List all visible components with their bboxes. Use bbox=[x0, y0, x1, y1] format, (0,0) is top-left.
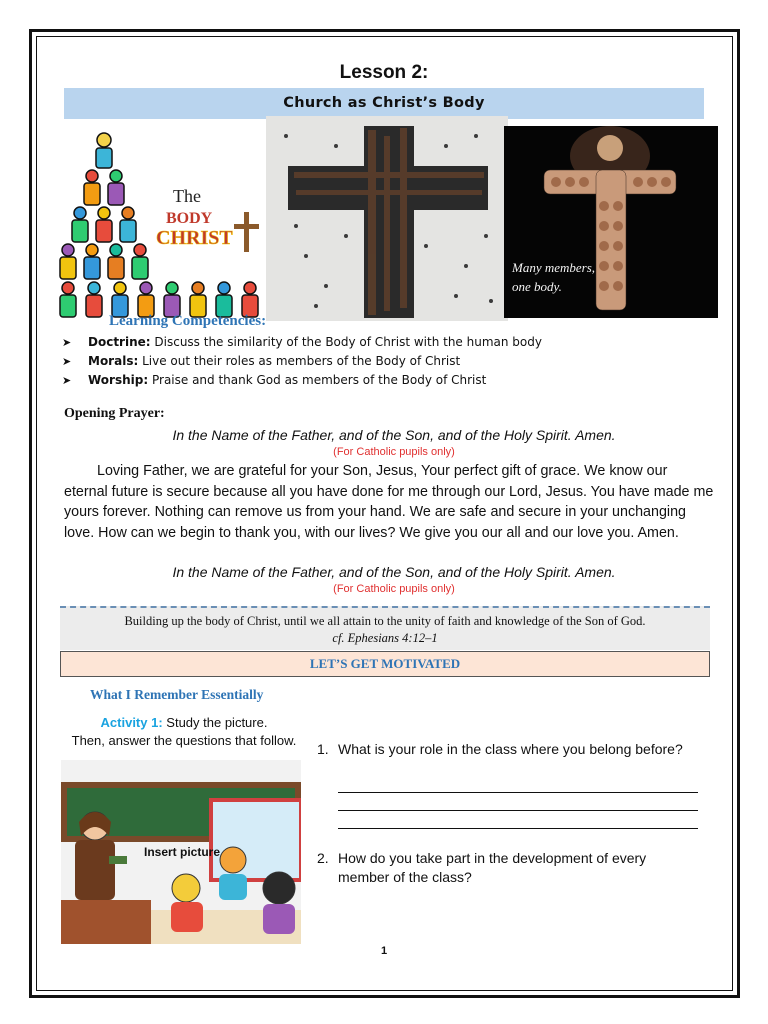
question-text: What is your role in the class where you belong before? bbox=[338, 741, 683, 757]
scripture-box bbox=[60, 606, 710, 650]
competency-list bbox=[62, 333, 542, 390]
section-banner-label: LET’S GET MOTIVATED bbox=[309, 656, 461, 671]
question-text: How do you take part in the development of every member of the class? bbox=[338, 850, 647, 885]
competency-label: Morals: bbox=[88, 354, 139, 368]
lesson-banner bbox=[64, 88, 704, 119]
caption-line-2: one body. bbox=[512, 279, 562, 294]
many-members-photo bbox=[504, 126, 718, 318]
competency-text: Praise and thank God as members of the Body of Christ bbox=[148, 373, 487, 387]
sign-of-cross-line: In the Name of the Father, and of the Son, and of the Holy Spirit. Amen. bbox=[172, 427, 616, 443]
question-number: 1. bbox=[317, 741, 329, 757]
competency-item bbox=[62, 333, 542, 352]
activity-instruction-a: Study the picture. bbox=[162, 715, 268, 730]
competency-label: Worship: bbox=[88, 373, 149, 387]
activity-instructions bbox=[60, 714, 308, 750]
sign-of-cross-line: In the Name of the Father, and of the Son, and of the Holy Spirit. Amen. bbox=[172, 564, 616, 580]
activity-label: Activity 1: bbox=[100, 715, 163, 730]
crowd-cross-photo bbox=[266, 116, 508, 321]
people-pyramid-icon bbox=[48, 120, 266, 320]
competency-label: Doctrine: bbox=[88, 335, 151, 349]
scripture-reference: cf. Ephesians 4:12–1 bbox=[332, 631, 438, 645]
many-members-caption bbox=[512, 258, 595, 296]
section-heading: What I Remember Essentially bbox=[90, 687, 264, 702]
insert-picture-label: Insert picture bbox=[144, 845, 221, 859]
svg-text:CHRIST: CHRIST bbox=[156, 227, 233, 249]
arrow-bullet-icon: ➤ bbox=[62, 355, 72, 368]
competency-text: Discuss the similarity of the Body of Christ with the human body bbox=[150, 335, 542, 349]
section-banner bbox=[60, 651, 710, 677]
page-number: 1 bbox=[380, 945, 388, 957]
competency-item bbox=[62, 371, 542, 390]
catholic-note: (For Catholic pupils only) bbox=[333, 446, 455, 458]
caption-line-1: Many members, bbox=[512, 260, 596, 275]
learning-competencies-heading: Learning Competencies: bbox=[109, 313, 267, 329]
scripture-verse: Building up the body of Christ, until we all attain to the unity of faith and knowledge of the Son of God. bbox=[124, 614, 646, 628]
lesson-title: Lesson 2: bbox=[339, 62, 429, 83]
answer-line[interactable] bbox=[338, 828, 698, 829]
svg-text:The: The bbox=[173, 186, 201, 206]
cross-crowd-icon bbox=[266, 116, 508, 321]
opening-prayer-heading: Opening Prayer: bbox=[64, 406, 165, 421]
prayer-body: Loving Father, we are grateful for your Son, Jesus, Your perfect gift of grace. We know our eternal future is secure because all you have done for me through our Lord, Jesus. You have made me yours forever. Nothing can remove us from your hand. We are safe and secure in your unchanging love. How can we begin to thank you, with our lives? We give you our all and our love you. Amen. bbox=[64, 463, 714, 541]
body-of-christ-illustration bbox=[48, 120, 266, 320]
lesson-subtitle: Church as Christ’s Body bbox=[283, 95, 485, 111]
answer-line[interactable] bbox=[338, 810, 698, 811]
catholic-note: (For Catholic pupils only) bbox=[333, 583, 455, 595]
svg-text:BODY: BODY bbox=[166, 210, 213, 227]
competency-text: Live out their roles as members of the Body of Christ bbox=[138, 354, 461, 368]
arrow-bullet-icon: ➤ bbox=[62, 336, 72, 349]
arrow-bullet-icon: ➤ bbox=[62, 374, 72, 387]
activity-instruction-b: Then, answer the questions that follow. bbox=[71, 733, 297, 748]
question-number: 2. bbox=[317, 850, 329, 866]
competency-item bbox=[62, 352, 542, 371]
answer-line[interactable] bbox=[338, 792, 698, 793]
